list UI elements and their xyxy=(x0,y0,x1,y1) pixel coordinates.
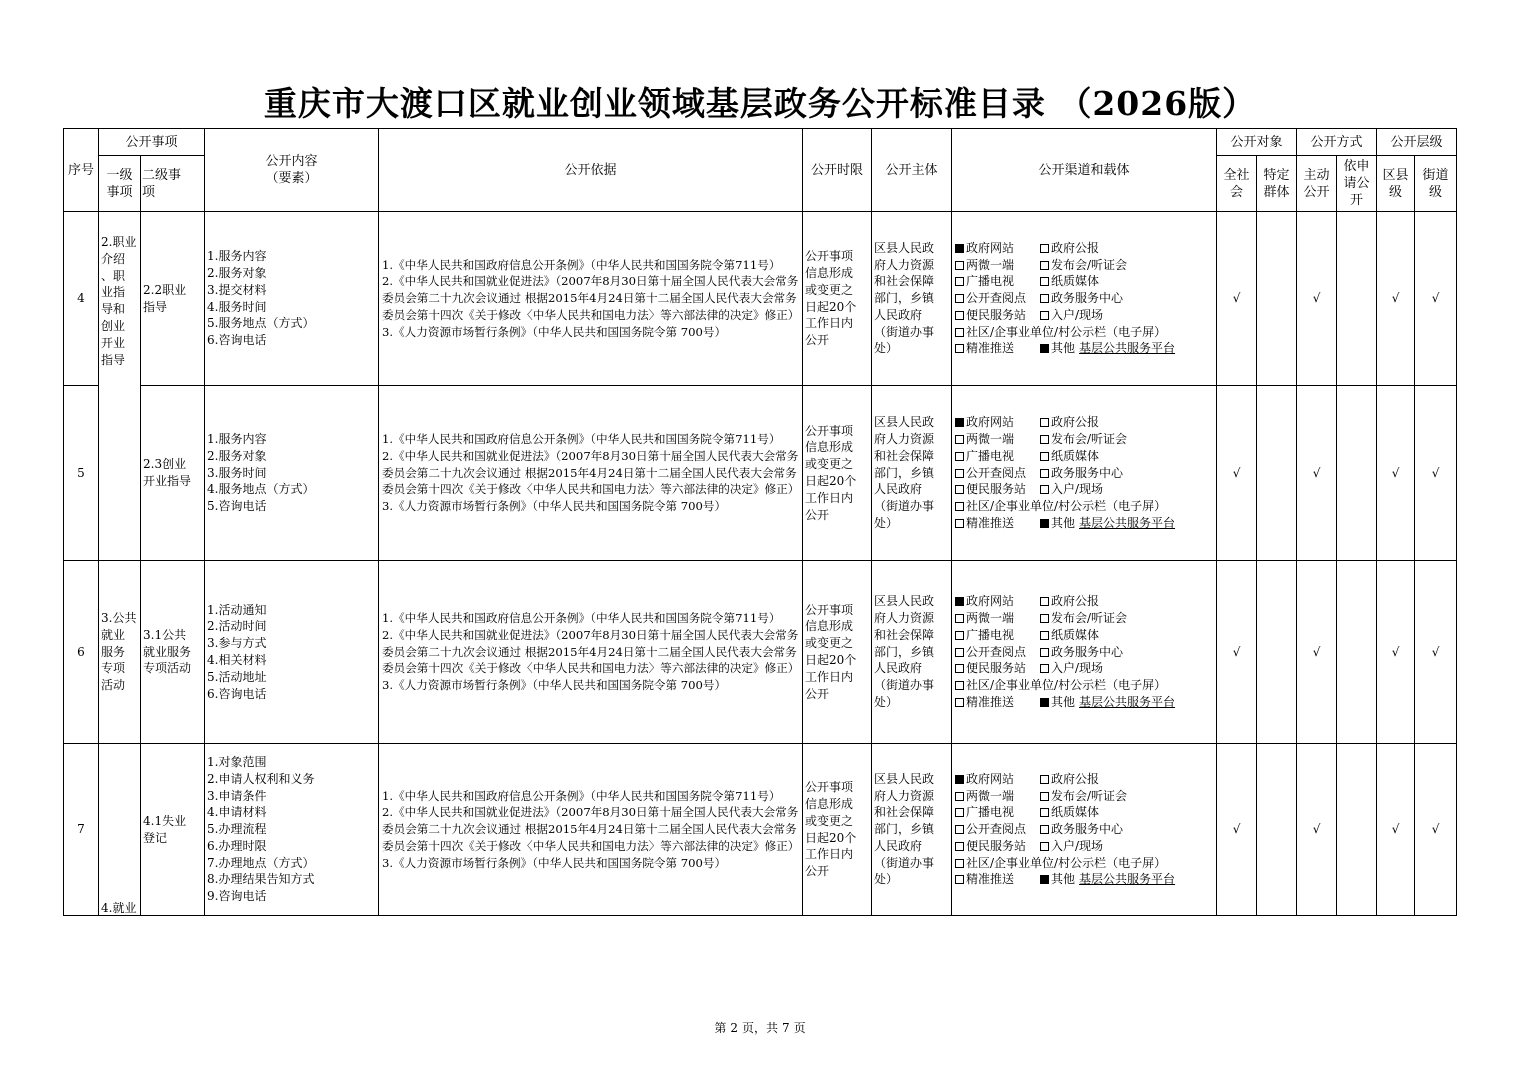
unchecked-box-icon xyxy=(1040,277,1049,286)
channel-option xyxy=(1040,821,1123,838)
channel-option xyxy=(955,498,1166,515)
unchecked-box-icon xyxy=(955,277,964,286)
channel-label: 纸质媒体 xyxy=(1051,805,1100,820)
row-level1: 2.职业 介绍 、职 业指 导和 创业 开业 指导 xyxy=(99,212,141,561)
row-time: 公开事项 信息形成 或变更之 日起20个 工作日内 公开 xyxy=(803,561,872,744)
header-mode-apply: 依申 请公 开 xyxy=(1337,156,1377,212)
unchecked-box-icon xyxy=(955,502,964,511)
channel-label: 发布会/听证会 xyxy=(1051,611,1128,625)
unchecked-box-icon xyxy=(1040,244,1049,253)
channel-label: 其他 xyxy=(1051,694,1076,709)
channel-label: 政府公报 xyxy=(1051,594,1100,609)
unchecked-box-icon xyxy=(1040,664,1049,673)
row-level1-text: 4.就业 xyxy=(101,901,137,916)
row-level-street: √ xyxy=(1415,386,1457,561)
row-mode-active: √ xyxy=(1297,386,1337,561)
channel-label: 政府公报 xyxy=(1051,771,1100,786)
header-mode: 公开方式 xyxy=(1297,129,1377,156)
unchecked-box-icon xyxy=(1040,842,1049,851)
unchecked-box-icon xyxy=(1040,631,1049,640)
channel-option xyxy=(1040,481,1103,498)
channel-line xyxy=(955,324,1214,341)
checked-box-icon xyxy=(1040,698,1049,707)
channel-option xyxy=(1040,788,1127,805)
row-target-all: √ xyxy=(1217,386,1257,561)
row-basis: 1.《中华人民共和国政府信息公开条例》（中华人民共和国国务院令第711号） 2.《中华人民共和国就业促进法》（2007年8月30日第十届全国人民代表大会常务委员会第二十九次会议通过 根据2015年4月24日第十二届全国人民代表大会常务委员会第十四次《关于修改〈中华人民共和国电力法〉等六部法律的决定》修正） 3.《人力资源市场暂行条例》（中华人民共和国国务院令第 700号） xyxy=(379,561,803,744)
channel-option xyxy=(955,324,1166,341)
table-row xyxy=(64,212,1457,386)
channel-label: 精准推送 xyxy=(966,872,1015,887)
row-mode-active: √ xyxy=(1297,561,1337,744)
channel-label: 便民服务站 xyxy=(966,482,1027,497)
header-level-district: 区县 级 xyxy=(1377,156,1415,212)
channel-label: 便民服务站 xyxy=(966,307,1027,322)
row-content: 1.服务内容 2.服务对象 3.提交材料 4.服务时间 5.服务地点（方式） 6.咨询电话 xyxy=(205,212,379,386)
channel-option xyxy=(955,660,1040,677)
unchecked-box-icon xyxy=(955,519,964,528)
channel-line xyxy=(955,677,1214,694)
channel-option xyxy=(955,465,1040,482)
channel-label: 纸质媒体 xyxy=(1051,448,1100,463)
unchecked-box-icon xyxy=(955,859,964,868)
channel-option xyxy=(1040,515,1175,532)
unchecked-box-icon xyxy=(955,792,964,801)
row-time: 公开事项 信息形成 或变更之 日起20个 工作日内 公开 xyxy=(803,744,872,916)
row-content: 1.对象范围 2.申请人权利和义务 3.申请条件 4.申请材料 5.办理流程 6.办理时限 7.办理地点（方式） 8.办理结果告知方式 9.咨询电话 xyxy=(205,744,379,916)
channel-option xyxy=(1040,644,1123,661)
channel-line xyxy=(955,465,1214,482)
row-level2: 2.2职业 指导 xyxy=(141,212,205,386)
channel-other-text: 基层公共服务平台 xyxy=(1079,872,1176,887)
row-channels xyxy=(952,212,1217,386)
row-basis: 1.《中华人民共和国政府信息公开条例》（中华人民共和国国务院令第711号） 2.《中华人民共和国就业促进法》（2007年8月30日第十届全国人民代表大会常务委员会第二十九次会议通过 根据2015年4月24日第十二届全国人民代表大会常务委员会第十四次《关于修改〈中华人民共和国电力法〉等六部法律的决定》修正） 3.《人力资源市场暂行条例》（中华人民共和国国务院令第 700号） xyxy=(379,212,803,386)
channel-option xyxy=(1040,804,1099,821)
channel-line xyxy=(955,498,1214,515)
unchecked-box-icon xyxy=(955,631,964,640)
header-target-group: 特定 群体 xyxy=(1257,156,1297,212)
header-basis: 公开依据 xyxy=(379,129,803,212)
channel-line xyxy=(955,340,1214,357)
unchecked-box-icon xyxy=(955,614,964,623)
header-seq: 序号 xyxy=(64,129,99,212)
channel-line xyxy=(955,838,1214,855)
header-level2: 二级事 项 xyxy=(141,156,205,212)
unchecked-box-icon xyxy=(1040,261,1049,270)
unchecked-box-icon xyxy=(955,875,964,884)
channel-option xyxy=(1040,660,1103,677)
channel-label: 两微一端 xyxy=(966,788,1015,803)
channel-option xyxy=(1040,771,1099,788)
header-level-street: 街道 级 xyxy=(1415,156,1457,212)
row-level1: 3.公共 就业 服务 专项 活动 xyxy=(99,561,141,744)
footer-page-suffix: 页 xyxy=(793,1021,806,1035)
row-subject: 区县人民政 府人力资源 和社会保障 部门，乡镇 人民政府 （街道办事 处） xyxy=(872,561,952,744)
channel-line xyxy=(955,448,1214,465)
footer-page-current: 2 xyxy=(730,1021,738,1035)
unchecked-box-icon xyxy=(955,698,964,707)
channel-label: 广播电视 xyxy=(966,627,1015,642)
channel-label: 广播电视 xyxy=(966,274,1015,289)
unchecked-box-icon xyxy=(1040,469,1049,478)
channel-label: 精准推送 xyxy=(966,341,1015,356)
channel-label: 广播电视 xyxy=(966,805,1015,820)
channel-line xyxy=(955,804,1214,821)
channel-option xyxy=(955,771,1040,788)
channel-option xyxy=(1040,694,1175,711)
channel-option xyxy=(955,644,1040,661)
channel-option xyxy=(1040,871,1175,888)
channel-line xyxy=(955,593,1214,610)
unchecked-box-icon xyxy=(1040,648,1049,657)
channel-label: 两微一端 xyxy=(966,611,1015,625)
row-level-district: √ xyxy=(1377,744,1415,916)
unchecked-box-icon xyxy=(955,469,964,478)
row-mode-apply xyxy=(1337,744,1377,916)
channel-option xyxy=(955,871,1040,888)
channel-line xyxy=(955,788,1214,805)
unchecked-box-icon xyxy=(1040,792,1049,801)
channel-other-text: 基层公共服务平台 xyxy=(1079,694,1176,709)
unchecked-box-icon xyxy=(955,681,964,690)
channel-label: 入户/现场 xyxy=(1051,482,1104,497)
channel-label: 广播电视 xyxy=(966,448,1015,463)
channel-label: 政府网站 xyxy=(966,240,1015,255)
unchecked-box-icon xyxy=(1040,485,1049,494)
channel-label: 社区/企事业单位/村公示栏（电子屏） xyxy=(966,855,1167,870)
channel-option xyxy=(1040,290,1123,307)
header-row-1 xyxy=(64,129,1457,156)
row-seq: 7 xyxy=(64,744,99,916)
table-row xyxy=(64,561,1457,744)
channel-other-text: 基层公共服务平台 xyxy=(1079,515,1176,530)
channel-option xyxy=(955,821,1040,838)
unchecked-box-icon xyxy=(955,344,964,353)
row-content: 1.服务内容 2.服务对象 3.服务时间 4.服务地点（方式） 5.咨询电话 xyxy=(205,386,379,561)
row-channels xyxy=(952,744,1217,916)
channel-label: 发布会/听证会 xyxy=(1051,788,1128,803)
channel-option xyxy=(1040,627,1099,644)
header-matters: 公开事项 xyxy=(99,129,205,156)
channel-option xyxy=(955,838,1040,855)
row-level1 xyxy=(99,744,141,916)
header-mode-active: 主动 公开 xyxy=(1297,156,1337,212)
unchecked-box-icon xyxy=(1040,808,1049,817)
row-target-all: √ xyxy=(1217,744,1257,916)
channel-line xyxy=(955,431,1214,448)
row-level-district: √ xyxy=(1377,561,1415,744)
unchecked-box-icon xyxy=(955,261,964,270)
channel-label: 政府网站 xyxy=(966,594,1015,609)
channel-option xyxy=(955,610,1040,627)
checked-box-icon xyxy=(955,418,964,427)
channel-option xyxy=(955,627,1040,644)
unchecked-box-icon xyxy=(1040,435,1049,444)
unchecked-box-icon xyxy=(955,825,964,834)
checked-box-icon xyxy=(1040,519,1049,528)
table-row xyxy=(64,744,1457,916)
channel-option xyxy=(955,515,1040,532)
channel-label: 政务服务中心 xyxy=(1051,822,1124,837)
row-time: 公开事项 信息形成 或变更之 日起20个 工作日内 公开 xyxy=(803,386,872,561)
channel-line xyxy=(955,290,1214,307)
channel-option xyxy=(955,448,1040,465)
channel-label: 入户/现场 xyxy=(1051,838,1104,853)
channel-line xyxy=(955,240,1214,257)
channel-label: 社区/企事业单位/村公示栏（电子屏） xyxy=(966,324,1167,339)
checked-box-icon xyxy=(1040,875,1049,884)
checked-box-icon xyxy=(955,244,964,253)
channel-label: 其他 xyxy=(1051,341,1076,356)
channel-line xyxy=(955,644,1214,661)
row-channels xyxy=(952,561,1217,744)
channel-option xyxy=(1040,257,1127,274)
channel-option xyxy=(955,431,1040,448)
channel-label: 政务服务中心 xyxy=(1051,465,1124,480)
channel-option xyxy=(1040,431,1127,448)
channel-line xyxy=(955,871,1214,888)
row-basis: 1.《中华人民共和国政府信息公开条例》（中华人民共和国国务院令第711号） 2.《中华人民共和国就业促进法》（2007年8月30日第十届全国人民代表大会常务委员会第二十九次会议通过 根据2015年4月24日第十二届全国人民代表大会常务委员会第十四次《关于修改〈中华人民共和国电力法〉等六部法律的决定》修正） 3.《人力资源市场暂行条例》（中华人民共和国国务院令第 700号） xyxy=(379,386,803,561)
channel-label: 入户/现场 xyxy=(1051,307,1104,322)
channel-option xyxy=(955,307,1040,324)
channel-option xyxy=(955,593,1040,610)
channel-label: 其他 xyxy=(1051,515,1076,530)
channel-option xyxy=(1040,593,1099,610)
row-target-all: √ xyxy=(1217,561,1257,744)
channel-label: 发布会/听证会 xyxy=(1051,432,1128,446)
channel-option xyxy=(955,481,1040,498)
row-seq: 4 xyxy=(64,212,99,386)
unchecked-box-icon xyxy=(955,311,964,320)
header-time: 公开时限 xyxy=(803,129,872,212)
unchecked-box-icon xyxy=(955,842,964,851)
row-basis: 1.《中华人民共和国政府信息公开条例》（中华人民共和国国务院令第711号） 2.《中华人民共和国就业促进法》（2007年8月30日第十届全国人民代表大会常务委员会第二十九次会议通过 根据2015年4月24日第十二届全国人民代表大会常务委员会第十四次《关于修改〈中华人民共和国电力法〉等六部法律的决定》修正） 3.《人力资源市场暂行条例》（中华人民共和国国务院令第 700号） xyxy=(379,744,803,916)
row-level2: 3.1公共 就业服务 专项活动 xyxy=(141,561,205,744)
channel-line xyxy=(955,481,1214,498)
row-level-district: √ xyxy=(1377,212,1415,386)
row-content: 1.活动通知 2.活动时间 3.参与方式 4.相关材料 5.活动地址 6.咨询电话 xyxy=(205,561,379,744)
unchecked-box-icon xyxy=(1040,825,1049,834)
header-level: 公开层级 xyxy=(1377,129,1457,156)
row-mode-apply xyxy=(1337,561,1377,744)
channel-line xyxy=(955,771,1214,788)
footer-page-prefix: 第 xyxy=(714,1021,727,1035)
channel-label: 公开查阅点 xyxy=(966,644,1027,659)
row-level2: 4.1失业 登记 xyxy=(141,744,205,916)
channel-label: 公开查阅点 xyxy=(966,291,1027,306)
unchecked-box-icon xyxy=(1040,452,1049,461)
header-target: 公开对象 xyxy=(1217,129,1297,156)
checked-box-icon xyxy=(1040,344,1049,353)
header-channels: 公开渠道和载体 xyxy=(952,129,1217,212)
row-target-group xyxy=(1257,212,1297,386)
unchecked-box-icon xyxy=(1040,775,1049,784)
channel-option xyxy=(1040,240,1099,257)
row-mode-active: √ xyxy=(1297,212,1337,386)
channel-label: 政府公报 xyxy=(1051,415,1100,430)
row-level-street: √ xyxy=(1415,561,1457,744)
unchecked-box-icon xyxy=(955,808,964,817)
unchecked-box-icon xyxy=(955,648,964,657)
channel-label: 发布会/听证会 xyxy=(1051,257,1128,272)
channel-label: 公开查阅点 xyxy=(966,822,1027,837)
channel-option xyxy=(1040,465,1123,482)
unchecked-box-icon xyxy=(955,485,964,494)
channel-label: 社区/企事业单位/村公示栏（电子屏） xyxy=(966,499,1167,514)
channel-label: 两微一端 xyxy=(966,257,1015,272)
channel-line xyxy=(955,855,1214,872)
channel-option xyxy=(955,788,1040,805)
footer-page-total: 7 xyxy=(782,1021,790,1035)
checked-box-icon xyxy=(955,775,964,784)
channel-option xyxy=(955,694,1040,711)
unchecked-box-icon xyxy=(955,452,964,461)
row-target-all: √ xyxy=(1217,212,1257,386)
channel-option xyxy=(1040,414,1099,431)
channel-line xyxy=(955,257,1214,274)
checked-box-icon xyxy=(955,597,964,606)
channel-label: 社区/企事业单位/村公示栏（电子屏） xyxy=(966,678,1167,693)
document-title: 重庆市大渡口区就业创业领域基层政务公开标准目录 （2026版） xyxy=(263,84,1257,123)
channel-line xyxy=(955,694,1214,711)
channel-line xyxy=(955,414,1214,431)
unchecked-box-icon xyxy=(1040,597,1049,606)
channel-option xyxy=(1040,610,1127,627)
header-target-all: 全社 会 xyxy=(1217,156,1257,212)
header-subject: 公开主体 xyxy=(872,129,952,212)
unchecked-box-icon xyxy=(1040,294,1049,303)
row-seq: 6 xyxy=(64,561,99,744)
channel-option xyxy=(955,240,1040,257)
row-seq: 5 xyxy=(64,386,99,561)
channel-option xyxy=(955,804,1040,821)
row-target-group xyxy=(1257,561,1297,744)
unchecked-box-icon xyxy=(1040,418,1049,427)
channel-option xyxy=(1040,307,1103,324)
channel-label: 纸质媒体 xyxy=(1051,627,1100,642)
channel-line xyxy=(955,821,1214,838)
unchecked-box-icon xyxy=(955,664,964,673)
row-level-street: √ xyxy=(1415,744,1457,916)
channel-label: 公开查阅点 xyxy=(966,465,1027,480)
row-level-district: √ xyxy=(1377,386,1415,561)
footer-page-mid: 页，共 xyxy=(741,1021,778,1035)
row-mode-apply xyxy=(1337,386,1377,561)
row-target-group xyxy=(1257,744,1297,916)
channel-option xyxy=(955,273,1040,290)
channel-label: 精准推送 xyxy=(966,694,1015,709)
row-level-street: √ xyxy=(1415,212,1457,386)
channel-line xyxy=(955,273,1214,290)
channel-label: 纸质媒体 xyxy=(1051,274,1100,289)
row-mode-active: √ xyxy=(1297,744,1337,916)
unchecked-box-icon xyxy=(1040,614,1049,623)
channel-other-text: 基层公共服务平台 xyxy=(1079,341,1176,356)
channel-option xyxy=(1040,448,1099,465)
channel-label: 其他 xyxy=(1051,872,1076,887)
header-level1: 一级 事项 xyxy=(99,156,141,212)
channel-option xyxy=(955,855,1166,872)
channel-option xyxy=(1040,340,1175,357)
channel-option xyxy=(955,414,1040,431)
channel-label: 精准推送 xyxy=(966,515,1015,530)
row-target-group xyxy=(1257,386,1297,561)
channel-option xyxy=(955,677,1166,694)
channel-label: 便民服务站 xyxy=(966,661,1027,676)
channel-option xyxy=(955,340,1040,357)
channel-line xyxy=(955,660,1214,677)
channel-line xyxy=(955,307,1214,324)
channel-label: 政府公报 xyxy=(1051,240,1100,255)
row-subject: 区县人民政 府人力资源 和社会保障 部门，乡镇 人民政府 （街道办事 处） xyxy=(872,212,952,386)
channel-line xyxy=(955,515,1214,532)
row-channels xyxy=(952,386,1217,561)
row-subject: 区县人民政 府人力资源 和社会保障 部门，乡镇 人民政府 （街道办事 处） xyxy=(872,386,952,561)
channel-label: 政府网站 xyxy=(966,771,1015,786)
header-content: 公开内容 （要素） xyxy=(205,129,379,212)
table-row xyxy=(64,386,1457,561)
unchecked-box-icon xyxy=(1040,311,1049,320)
channel-label: 政务服务中心 xyxy=(1051,291,1124,306)
channel-option xyxy=(1040,838,1103,855)
unchecked-box-icon xyxy=(955,328,964,337)
channel-option xyxy=(955,257,1040,274)
channel-label: 两微一端 xyxy=(966,432,1015,446)
page-footer xyxy=(0,1019,1520,1036)
unchecked-box-icon xyxy=(955,435,964,444)
row-subject: 区县人民政 府人力资源 和社会保障 部门，乡镇 人民政府 （街道办事 处） xyxy=(872,744,952,916)
row-level2: 2.3创业 开业指导 xyxy=(141,386,205,561)
catalog-table-viewport xyxy=(63,128,1457,921)
channel-label: 政务服务中心 xyxy=(1051,644,1124,659)
row-mode-apply xyxy=(1337,212,1377,386)
channel-line xyxy=(955,610,1214,627)
channel-option xyxy=(955,290,1040,307)
channel-option xyxy=(1040,273,1099,290)
channel-label: 政府网站 xyxy=(966,415,1015,430)
channel-label: 入户/现场 xyxy=(1051,661,1104,676)
channel-line xyxy=(955,627,1214,644)
channel-label: 便民服务站 xyxy=(966,838,1027,853)
row-time: 公开事项 信息形成 或变更之 日起20个 工作日内 公开 xyxy=(803,212,872,386)
catalog-table xyxy=(63,128,1457,916)
unchecked-box-icon xyxy=(955,294,964,303)
